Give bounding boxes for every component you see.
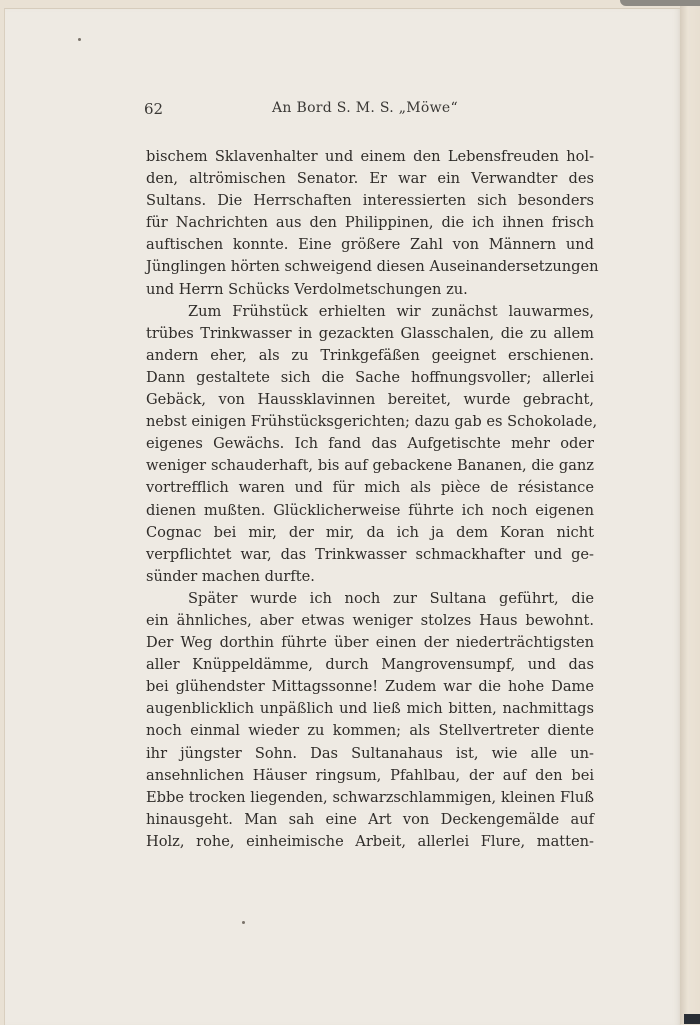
text-line: Gebäck, von Haussklavinnen bereitet, wurde gebracht, xyxy=(146,391,594,409)
text-line: andern eher, als zu Trinkgefäßen geeignet erschienen. xyxy=(146,346,594,364)
text-line: Der Weg dorthin führte über einen der niederträchtigsten xyxy=(146,634,594,652)
text-line: ihr jüngster Sohn. Das Sultanahaus ist, wie alle un- xyxy=(146,744,594,762)
text-line: sünder machen durfte. xyxy=(146,567,315,585)
text-line: bei glühendster Mittagssonne! Zudem war die hohe Dame xyxy=(146,678,594,696)
text-line: Ebbe trocken liegenden, schwarzschlammigen, kleinen Fluß xyxy=(146,788,594,806)
text-line: Sultans. Die Herrschaften interessierten sich besonders xyxy=(146,192,594,210)
text-line: für Nachrichten aus den Philippinen, die ich ihnen frisch xyxy=(146,214,594,232)
paragraph-first-line: Später wurde ich noch zur Sultana geführt, die xyxy=(188,589,594,607)
text-line: aller Knüppeldämme, durch Mangrovensumpf, und das xyxy=(146,656,594,674)
text-line: bischem Sklavenhalter und einem den Lebensfreuden hol- xyxy=(146,148,594,165)
text-line: den, altrömischen Senator. Er war ein Verwandter des xyxy=(146,170,594,188)
text-line: ein ähnliches, aber etwas weniger stolzes Haus bewohnt. xyxy=(146,611,594,629)
paper-speck xyxy=(78,38,81,41)
page-number: 62 xyxy=(144,100,164,118)
text-line: Dann gestaltete sich die Sache hoffnungsvoller; allerlei xyxy=(146,368,594,386)
text-line: noch einmal wieder zu kommen; als Stellvertreter diente xyxy=(146,722,594,740)
text-line: dienen mußten. Glücklicherweise führte ich noch eigenen xyxy=(146,501,594,519)
text-line: verpflichtet war, das Trinkwasser schmackhafter und ge- xyxy=(146,545,594,563)
text-line: vortrefflich waren und für mich als pièce de résistance xyxy=(146,479,594,497)
text-line: Jünglingen hörten schweigend diesen Auseinandersetzungen xyxy=(146,258,599,276)
scanner-corner xyxy=(684,1014,700,1024)
text-line: trübes Trinkwasser in gezackten Glasschalen, die zu allem xyxy=(146,324,594,342)
text-line: Cognac bei mir, der mir, da ich ja dem Koran nicht xyxy=(146,523,594,541)
text-line: Holz, rohe, einheimische Arbeit, allerlei Flure, matten- xyxy=(146,832,594,850)
text-line: hinausgeht. Man sah eine Art von Deckengemälde auf xyxy=(146,810,594,828)
page-edge-shadow xyxy=(680,0,700,1024)
text-line: eigenes Gewächs. Ich fand das Aufgetischte mehr oder xyxy=(146,435,594,453)
text-line: ansehnlichen Häuser ringsum, Pfahlbau, der auf den bei xyxy=(146,766,594,784)
body-text xyxy=(146,146,599,853)
page-header xyxy=(144,100,594,122)
running-title: An Bord S. M. S. „Möwe“ xyxy=(272,100,458,116)
paragraph-first-line: Zum Frühstück erhielten wir zunächst lauwarmes, xyxy=(188,302,594,320)
text-line: weniger schauderhaft, bis auf gebackene Bananen, die ganz xyxy=(146,457,594,475)
text-line: auftischen konnte. Eine größere Zahl von Männern und xyxy=(146,236,594,254)
text-line: augenblicklich unpäßlich und ließ mich bitten, nachmittags xyxy=(146,700,594,718)
text-line: und Herrn Schücks Verdolmetschungen zu. xyxy=(146,280,468,298)
paper-speck xyxy=(242,921,245,924)
scanner-clip xyxy=(620,0,700,6)
text-line: nebst einigen Frühstücksgerichten; dazu gab es Schokolade, xyxy=(146,413,598,431)
